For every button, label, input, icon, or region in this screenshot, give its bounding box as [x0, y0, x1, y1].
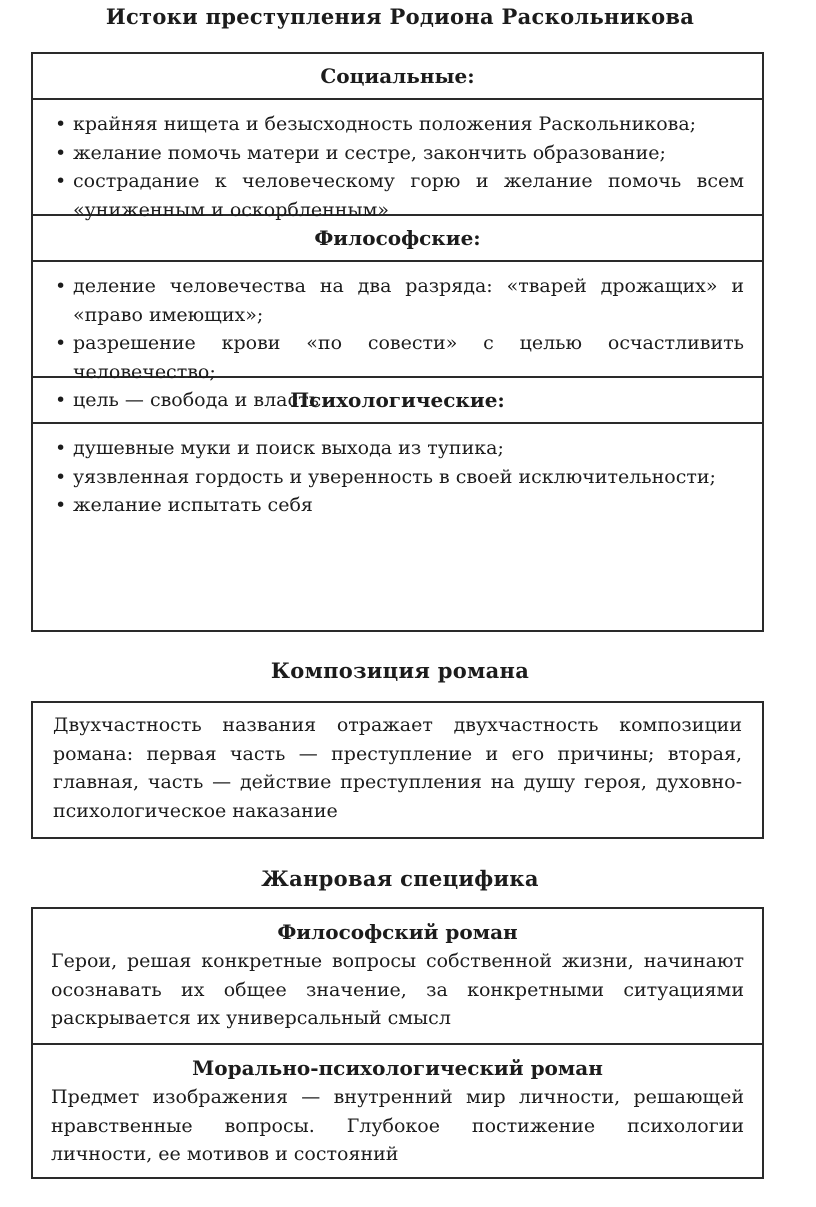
list-item: • разрешение крови «по совести» с целью осчастливить человечество; [73, 329, 744, 386]
composition-heading: Композиция романа [270, 658, 530, 683]
section-body-social [33, 100, 762, 221]
genre-block-text: Предмет изображения — внутренний мир личности, решающей нравственные вопросы. Глубокое постижение психологии личности, ее мотивов и состояний [51, 1086, 744, 1165]
genre-heading: Жанровая специфика [261, 866, 539, 891]
section-title-psychological: Психологические: [33, 378, 762, 424]
genre-block-title: Философский роман [277, 920, 518, 944]
genre-block-text: Герои, решая конкретные вопросы собственной жизни, начинают осознавать их общее значение, за конкретными ситуациями раскрывается их универсальный смысл [51, 950, 744, 1029]
list-item: • сострадание к человеческому горю и желание помочь всем «униженным и оскорбленным» [73, 167, 744, 224]
genre-table [31, 907, 764, 1179]
origins-heading: Истоки преступления Родиона Раскольникова [105, 4, 695, 29]
section-title-philosophical: Философские: [33, 216, 762, 262]
list-item: • желание испытать себя [73, 491, 744, 520]
composition-text: Двухчастность названия отражает двухчастность композиции романа: первая часть — преступление и его причины; вторая, главная, часть — действие преступления на душу героя, духовно-психологическое наказание [53, 714, 742, 822]
section-title-social: Социальные: [33, 54, 762, 100]
list-item: • уязвленная гордость и уверенность в своей исключительности; [73, 463, 744, 492]
section-body-psychological [33, 424, 762, 524]
list-item: • душевные муки и поиск выхода из тупика; [73, 434, 744, 463]
list-item: • крайняя нищета и безысходность положения Раскольникова; [73, 110, 744, 139]
origins-table [31, 52, 764, 632]
list-item: • деление человечества на два разряда: «тварей дрожащих» и «право имеющих»; [73, 272, 744, 329]
composition-box [31, 701, 764, 839]
genre-block-moral-psychological [33, 1045, 762, 1179]
list-item: • желание помочь матери и сестре, закончить образование; [73, 139, 744, 168]
genre-block-philosophical [33, 909, 762, 1045]
genre-block-title: Морально-психологический роман [192, 1056, 603, 1080]
list-item: • цель — свобода и власть [73, 386, 744, 415]
